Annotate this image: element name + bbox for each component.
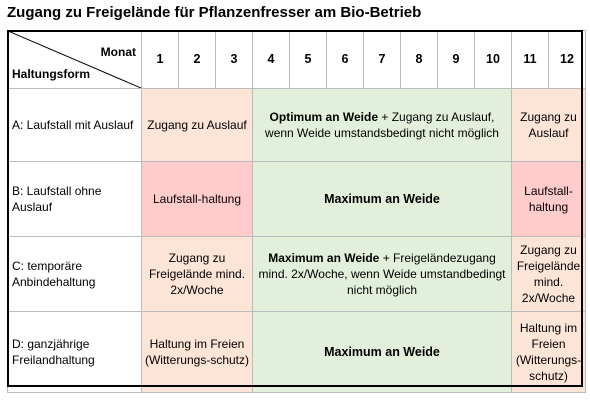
- pasture-cell: [253, 312, 512, 393]
- monat-label: Monat: [100, 45, 136, 59]
- month-header: 7: [364, 31, 401, 89]
- winter-cell: Zugang zu Freigelände mind. 2x/Woche: [142, 237, 253, 312]
- pasture-cell: [253, 89, 512, 162]
- pasture-emphasis: Optimum an Weide: [269, 109, 379, 124]
- winter-cell: Zugang zu Freigelände mind. 2x/Woche: [512, 237, 586, 312]
- pasture-emphasis: Maximum an Weide: [324, 191, 440, 206]
- row-label: D: ganzjährige Freilandhaltung: [8, 312, 142, 393]
- month-header: 10: [475, 31, 512, 89]
- month-header: 9: [438, 31, 475, 89]
- winter-cell: Haltung im Freien (Witterungs-schutz): [512, 312, 586, 393]
- pasture-cell: [253, 237, 512, 312]
- row-label: C: temporäre Anbindehaltung: [8, 237, 142, 312]
- month-header: 1: [142, 31, 179, 89]
- pasture-emphasis: Maximum an Weide: [268, 250, 380, 265]
- month-header: 2: [179, 31, 216, 89]
- winter-cell: Zugang zu Auslauf: [142, 89, 253, 162]
- pasture-cell: [253, 162, 512, 237]
- page-title: Zugang zu Freigelände für Pflanzenfresser am Bio-Betrieb: [7, 4, 422, 21]
- table-row: [8, 237, 586, 312]
- haltungsform-label: Haltungsform: [12, 66, 90, 81]
- stall-cell: Laufstall-haltung: [512, 162, 586, 237]
- stall-cell: Laufstall-haltung: [142, 162, 253, 237]
- month-header: 5: [290, 31, 327, 89]
- month-header: 8: [401, 31, 438, 89]
- pasture-note: + Zugang zu Auslauf, wenn Weide umstandsbedingt nicht möglich: [265, 109, 499, 140]
- month-header: 4: [253, 31, 290, 89]
- month-header: 3: [216, 31, 253, 89]
- month-header: 6: [327, 31, 364, 89]
- pasture-note: + Freigeländezugang mind. 2x/Woche, wenn Weide umstandbedingt nicht möglich: [258, 250, 506, 298]
- month-header: 12: [549, 31, 586, 89]
- table-row: [8, 89, 586, 162]
- month-header: 11: [512, 31, 549, 89]
- pasture-emphasis: Maximum an Weide: [324, 344, 440, 359]
- row-label: B: Laufstall ohne Auslauf: [8, 162, 142, 237]
- header-row: [8, 31, 586, 89]
- winter-cell: Haltung im Freien (Witterungs-schutz): [142, 312, 253, 393]
- corner-cell: [8, 31, 142, 89]
- table-row: [8, 312, 586, 393]
- grazing-table: [7, 30, 586, 393]
- row-label: A: Laufstall mit Auslauf: [8, 89, 142, 162]
- table-row: [8, 162, 586, 237]
- winter-cell: Zugang zu Auslauf: [512, 89, 586, 162]
